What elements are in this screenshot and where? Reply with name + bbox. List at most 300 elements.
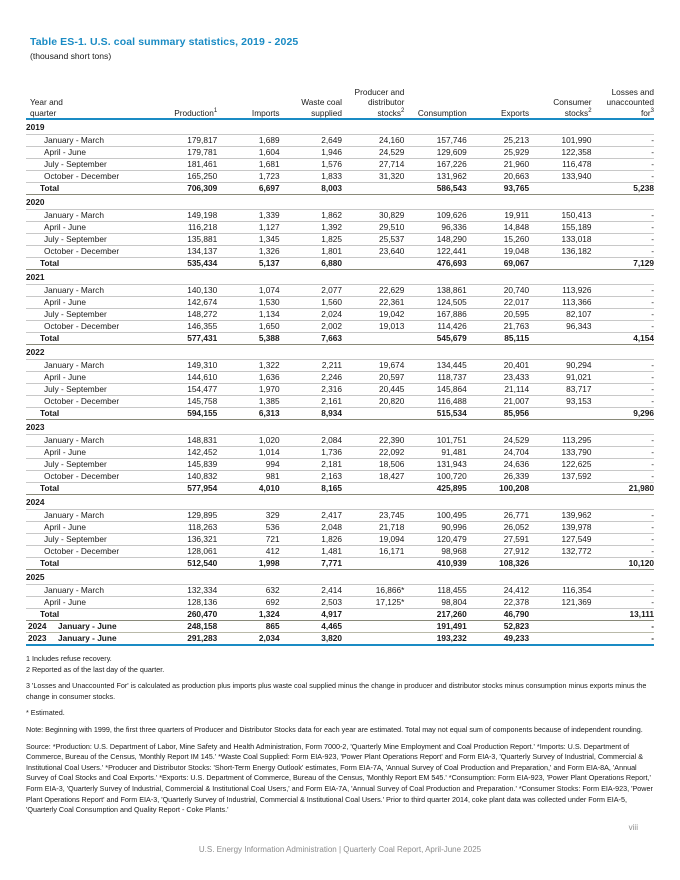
quarter-label: July - September [26, 309, 155, 321]
footnote-3: 3 'Losses and Unaccounted For' is calculated as production plus imports plus waste coal supplied minus the change in producer and distributor stocks minus consumption minus exports minus the change in consumer stocks. [26, 681, 647, 701]
table-cell: - [592, 597, 654, 609]
table-cell [342, 558, 404, 570]
table-cell: 20,820 [342, 396, 404, 408]
table-cell: 9,296 [592, 408, 654, 420]
table-cell [529, 483, 591, 495]
table-cell: 96,343 [529, 321, 591, 333]
table-cell: 545,679 [404, 333, 466, 345]
header-line-2: Production [174, 107, 214, 118]
table-cell: 122,358 [529, 147, 591, 159]
table-row [26, 321, 654, 333]
table-cell: 26,771 [467, 510, 529, 522]
footnote-marker: 2 [401, 107, 405, 114]
table-cell [529, 495, 591, 510]
header-line-1: Producer and [354, 86, 405, 97]
table-cell: 4,010 [217, 483, 279, 495]
table-cell: - [592, 147, 654, 159]
table-cell: 93,153 [529, 396, 591, 408]
table-cell: 18,506 [342, 459, 404, 471]
table-cell: 93,765 [467, 183, 529, 195]
table-cell: 26,052 [467, 522, 529, 534]
table-cell: 131,962 [404, 171, 466, 183]
table-cell: - [592, 384, 654, 396]
table-cell [342, 495, 404, 510]
table-cell: - [592, 510, 654, 522]
table-cell: 1,339 [217, 210, 279, 222]
table-cell [280, 270, 342, 285]
table-cell [529, 609, 591, 621]
table-cell: 144,610 [155, 372, 217, 384]
table-cell: 1,392 [280, 222, 342, 234]
table-cell: - [592, 210, 654, 222]
table-cell [217, 195, 279, 210]
table-cell: 248,158 [155, 621, 217, 633]
table-cell: - [592, 585, 654, 597]
table-cell [342, 345, 404, 360]
table-cell: 18,427 [342, 471, 404, 483]
table-row [26, 597, 654, 609]
header-line-2: stocks [564, 107, 589, 118]
summary-label: 2023 January - June [26, 633, 155, 646]
table-row-total [26, 258, 654, 270]
table-cell [217, 420, 279, 435]
table-row-year-header [26, 570, 654, 585]
table-cell: 155,189 [529, 222, 591, 234]
table-cell: 165,250 [155, 171, 217, 183]
table-cell: 136,321 [155, 534, 217, 546]
table-cell: 16,171 [342, 546, 404, 558]
table-cell [529, 420, 591, 435]
table-cell: 31,320 [342, 171, 404, 183]
table-cell: 7,663 [280, 333, 342, 345]
table-cell [280, 420, 342, 435]
total-label: Total [26, 558, 155, 570]
table-cell [342, 483, 404, 495]
table-cell: - [592, 546, 654, 558]
table-cell [342, 621, 404, 633]
table-cell: 2,048 [280, 522, 342, 534]
table-cell [342, 119, 404, 135]
table-cell [342, 408, 404, 420]
total-label: Total [26, 333, 155, 345]
table-row [26, 297, 654, 309]
table-cell: 21,007 [467, 396, 529, 408]
table-cell: 122,625 [529, 459, 591, 471]
header-line-1b: distributor [367, 97, 405, 107]
table-cell: 100,208 [467, 483, 529, 495]
table-cell: 2,503 [280, 597, 342, 609]
table-cell: 22,361 [342, 297, 404, 309]
table-cell [155, 495, 217, 510]
table-cell: 116,488 [404, 396, 466, 408]
table-cell: 120,479 [404, 534, 466, 546]
table-cell: 98,968 [404, 546, 466, 558]
table-cell [155, 119, 217, 135]
table-row-summary [26, 621, 654, 633]
table-row [26, 459, 654, 471]
table-row [26, 246, 654, 258]
table-cell: 1,825 [280, 234, 342, 246]
header-line-2: supplied [311, 107, 342, 118]
table-row [26, 360, 654, 372]
table-cell: 1,998 [217, 558, 279, 570]
table-cell: 29,510 [342, 222, 404, 234]
table-cell: 136,182 [529, 246, 591, 258]
table-cell: 2,417 [280, 510, 342, 522]
table-cell: - [592, 135, 654, 147]
table-cell: 7,129 [592, 258, 654, 270]
table-cell [342, 633, 404, 646]
table-cell [342, 183, 404, 195]
table-cell [342, 195, 404, 210]
table-cell: 7,771 [280, 558, 342, 570]
table-cell: - [592, 372, 654, 384]
quarter-label: July - September [26, 534, 155, 546]
table-cell: 1,020 [217, 435, 279, 447]
table-notes [26, 654, 654, 816]
table-cell [529, 621, 591, 633]
table-cell: 52,823 [467, 621, 529, 633]
table-cell: 137,592 [529, 471, 591, 483]
summary-year: 2023 [28, 633, 47, 643]
table-cell [280, 495, 342, 510]
table-cell: 8,934 [280, 408, 342, 420]
table-cell: - [592, 171, 654, 183]
footnote-1: 1 Includes refuse recovery. [26, 654, 112, 663]
table-cell: 148,272 [155, 309, 217, 321]
table-cell: 1,074 [217, 285, 279, 297]
table-cell: 193,232 [404, 633, 466, 646]
header-line-1b: unaccounted [606, 97, 654, 107]
table-cell: 91,481 [404, 447, 466, 459]
table-cell: 10,120 [592, 558, 654, 570]
table-cell: 24,636 [467, 459, 529, 471]
quarter-label: July - September [26, 234, 155, 246]
table-cell: 2,034 [217, 633, 279, 646]
table-row [26, 309, 654, 321]
table-cell: 124,505 [404, 297, 466, 309]
table-cell [592, 495, 654, 510]
table-row [26, 234, 654, 246]
table-row [26, 435, 654, 447]
table-row-year-header [26, 495, 654, 510]
table-cell: 118,263 [155, 522, 217, 534]
table-cell: 142,452 [155, 447, 217, 459]
table-cell: 425,895 [404, 483, 466, 495]
table-cell [529, 270, 591, 285]
table-cell [342, 609, 404, 621]
table-cell: 1,324 [217, 609, 279, 621]
quarter-label: April - June [26, 222, 155, 234]
table-cell: 118,737 [404, 372, 466, 384]
total-label: Total [26, 483, 155, 495]
source-note: Source: *Production: U.S. Department of Labor, Mine Safety and Health Administration, Form 7000-2, 'Quarterly Mine Employment and Coal Production Report.' *Imports: U.S. Department of Commerce, Bureau of the Census, 'Monthly Report IM 145.' *Waste Coal Supplied: Form EIA-923, 'Power Plant Operations Report' and Form EIA-3, 'Quarterly Survey of Industrial, Commercial & Institutional Coal Users.' *Producer and Distributor Stocks: 'Short-Term Energy Outlook' estimates, Form EIA-7A, 'Annual Survey of Coal Production and Preparation,' and Form EIA-8A, 'Annual Survey of Coal Stocks and Coal Exports.' *Exports: U.S. Department of Commerce, Bureau of the Census, 'Monthly Report EM 545.' *Consumption: Form EIA-923, 'Power Plant Operations Report,' Form EIA-3, 'Quarterly Survey of Industrial, Commercial & Institutional Coal Users,' and Form EIA-7A, 'Annual Survey of Coal Production and Preparation.' *Consumer Stocks: Form EIA-923, 'Power Plant Operations Report' and Form EIA-3, 'Quarterly Survey of Industrial, Commercial & Institutional Coal Users.' Prior to third quarter 2014, coke plant data was collected under Form EIA-5, 'Quarterly Coal Consumption and Quality Report - Coke Plants.' [26, 741, 653, 815]
table-cell: 594,155 [155, 408, 217, 420]
table-cell: 2,024 [280, 309, 342, 321]
table-cell: 721 [217, 534, 279, 546]
table-cell: 3,820 [280, 633, 342, 646]
table-cell: 132,772 [529, 546, 591, 558]
table-cell: 98,804 [404, 597, 466, 609]
table-cell: 138,861 [404, 285, 466, 297]
table-cell: 140,130 [155, 285, 217, 297]
table-row-total [26, 609, 654, 621]
table-cell: 1,326 [217, 246, 279, 258]
table-cell: 22,092 [342, 447, 404, 459]
table-cell [529, 195, 591, 210]
table-cell: 2,161 [280, 396, 342, 408]
table-cell: 5,137 [217, 258, 279, 270]
table-cell: 90,996 [404, 522, 466, 534]
table-cell: 142,674 [155, 297, 217, 309]
table-cell: 113,926 [529, 285, 591, 297]
table-cell: - [592, 396, 654, 408]
column-header-production [155, 77, 217, 119]
summary-year: 2024 [28, 621, 47, 631]
table-cell: - [592, 297, 654, 309]
table-cell: 1,862 [280, 210, 342, 222]
table-cell [529, 183, 591, 195]
table-cell [342, 258, 404, 270]
table-cell: 291,283 [155, 633, 217, 646]
table-cell: 129,895 [155, 510, 217, 522]
table-cell: 8,003 [280, 183, 342, 195]
table-cell: 6,880 [280, 258, 342, 270]
table-cell: 1,723 [217, 171, 279, 183]
table-cell: 91,021 [529, 372, 591, 384]
table-row [26, 135, 654, 147]
table-cell: 2,181 [280, 459, 342, 471]
page-number: viii [628, 823, 638, 832]
table-cell: 15,260 [467, 234, 529, 246]
table-cell: 109,626 [404, 210, 466, 222]
table-cell: 150,413 [529, 210, 591, 222]
table-cell: 16,866* [342, 585, 404, 597]
table-cell: 133,790 [529, 447, 591, 459]
table-cell: - [592, 435, 654, 447]
table-cell: 2,002 [280, 321, 342, 333]
table-row [26, 471, 654, 483]
table-cell: 25,929 [467, 147, 529, 159]
table-cell: 132,334 [155, 585, 217, 597]
table-cell [342, 270, 404, 285]
table-cell: 4,917 [280, 609, 342, 621]
table-cell: 17,125* [342, 597, 404, 609]
table-cell: 20,597 [342, 372, 404, 384]
table-cell: 1,833 [280, 171, 342, 183]
table-row-summary [26, 633, 654, 646]
table-cell [529, 345, 591, 360]
table-cell: - [592, 309, 654, 321]
table-cell [404, 420, 466, 435]
table-cell: 1,134 [217, 309, 279, 321]
table-cell: 131,943 [404, 459, 466, 471]
table-cell: 19,013 [342, 321, 404, 333]
table-row [26, 510, 654, 522]
table-cell: 2,316 [280, 384, 342, 396]
quarter-label: October - December [26, 321, 155, 333]
table-row [26, 534, 654, 546]
table-row [26, 585, 654, 597]
table-cell: 23,433 [467, 372, 529, 384]
table-cell: 129,609 [404, 147, 466, 159]
table-cell: 157,746 [404, 135, 466, 147]
table-cell: - [592, 222, 654, 234]
year-label: 2025 [26, 570, 155, 585]
quarter-label: October - December [26, 471, 155, 483]
table-cell: 46,790 [467, 609, 529, 621]
table-cell: 217,260 [404, 609, 466, 621]
table-row-year-header [26, 119, 654, 135]
table-cell: 101,751 [404, 435, 466, 447]
table-cell [404, 195, 466, 210]
table-cell: 108,326 [467, 558, 529, 570]
table-cell: 22,378 [467, 597, 529, 609]
table-cell: 632 [217, 585, 279, 597]
quarter-label: October - December [26, 546, 155, 558]
table-cell: 1,604 [217, 147, 279, 159]
table-cell [592, 119, 654, 135]
table-row-year-header [26, 345, 654, 360]
table-cell: 586,543 [404, 183, 466, 195]
table-cell [467, 345, 529, 360]
table-row [26, 210, 654, 222]
quarter-label: July - September [26, 159, 155, 171]
table-cell: 181,461 [155, 159, 217, 171]
table-cell: 260,470 [155, 609, 217, 621]
table-row-total [26, 483, 654, 495]
table-cell: - [592, 471, 654, 483]
table-cell: 116,218 [155, 222, 217, 234]
table-cell: 179,817 [155, 135, 217, 147]
table-cell: 82,107 [529, 309, 591, 321]
table-cell: 179,781 [155, 147, 217, 159]
table-cell: - [592, 633, 654, 646]
header-line-1: Losses and [611, 86, 654, 97]
header-line-2: Exports [501, 107, 530, 118]
table-cell [155, 270, 217, 285]
table-cell [529, 119, 591, 135]
quarter-label: January - March [26, 585, 155, 597]
total-label: Total [26, 183, 155, 195]
table-row [26, 171, 654, 183]
table-cell [467, 270, 529, 285]
table-cell [592, 195, 654, 210]
table-cell: 20,740 [467, 285, 529, 297]
table-cell: 535,434 [155, 258, 217, 270]
table-cell: 128,136 [155, 597, 217, 609]
general-note: Note: Beginning with 1999, the first three quarters of Producer and Distributor Stocks data for each year are estimated. Total may not equal sum of components because of independent rounding. [26, 724, 643, 734]
table-cell: 145,864 [404, 384, 466, 396]
table-row [26, 147, 654, 159]
table-cell: 139,978 [529, 522, 591, 534]
quarter-label: January - March [26, 285, 155, 297]
table-row [26, 522, 654, 534]
table-cell: 692 [217, 597, 279, 609]
header-line-2: stocks [377, 107, 402, 118]
table-cell: 24,704 [467, 447, 529, 459]
table-cell: 577,954 [155, 483, 217, 495]
table-cell [155, 420, 217, 435]
table-cell: 2,211 [280, 360, 342, 372]
page-footer: U.S. Energy Information Administration | Quarterly Coal Report, April-June 2025 [198, 845, 482, 854]
table-cell [467, 195, 529, 210]
table-cell: 21,718 [342, 522, 404, 534]
table-cell: 30,829 [342, 210, 404, 222]
table-cell [342, 333, 404, 345]
table-cell: 116,478 [529, 159, 591, 171]
table-cell: 329 [217, 510, 279, 522]
table-cell: 1,650 [217, 321, 279, 333]
table-cell [592, 345, 654, 360]
table-cell: 134,445 [404, 360, 466, 372]
table-cell [592, 270, 654, 285]
table-cell: 19,094 [342, 534, 404, 546]
table-cell: 5,388 [217, 333, 279, 345]
table-cell: - [592, 285, 654, 297]
table-cell: 13,111 [592, 609, 654, 621]
quarter-label: January - March [26, 135, 155, 147]
table-cell: 134,137 [155, 246, 217, 258]
table-cell: 1,681 [217, 159, 279, 171]
table-cell: 1,560 [280, 297, 342, 309]
table-cell: - [592, 234, 654, 246]
quarter-label: April - June [26, 522, 155, 534]
table-cell [280, 345, 342, 360]
quarter-label: July - September [26, 459, 155, 471]
table-cell [592, 420, 654, 435]
table-cell [529, 633, 591, 646]
table-cell: 1,970 [217, 384, 279, 396]
table-row [26, 159, 654, 171]
column-header-exports [467, 77, 529, 119]
table-cell: 865 [217, 621, 279, 633]
table-row [26, 372, 654, 384]
quarter-label: April - June [26, 147, 155, 159]
table-row [26, 222, 654, 234]
total-label: Total [26, 258, 155, 270]
column-header-quarter [26, 77, 155, 119]
table-cell: 21,980 [592, 483, 654, 495]
table-cell: 24,529 [342, 147, 404, 159]
table-row-year-header [26, 270, 654, 285]
table-cell [217, 270, 279, 285]
table-cell: 8,165 [280, 483, 342, 495]
table-cell: 20,663 [467, 171, 529, 183]
table-cell: 5,238 [592, 183, 654, 195]
column-header-producer-distributor-stocks [342, 77, 404, 119]
table-cell: 148,831 [155, 435, 217, 447]
header-line-2: for [640, 107, 651, 118]
table-cell: 25,537 [342, 234, 404, 246]
table-cell [404, 270, 466, 285]
table-cell: 20,595 [467, 309, 529, 321]
table-cell [467, 420, 529, 435]
table-cell: 536 [217, 522, 279, 534]
footnote-2: 2 Reported as of the last day of the quarter. [26, 664, 165, 674]
column-header-consumer-stocks [529, 77, 591, 119]
table-cell: - [592, 534, 654, 546]
table-cell: 149,310 [155, 360, 217, 372]
quarter-label: October - December [26, 396, 155, 408]
table-cell: 515,534 [404, 408, 466, 420]
table-cell: 96,336 [404, 222, 466, 234]
quarter-label: January - March [26, 510, 155, 522]
quarter-label: April - June [26, 447, 155, 459]
quarter-label: April - June [26, 597, 155, 609]
table-cell [217, 119, 279, 135]
total-label: Total [26, 408, 155, 420]
